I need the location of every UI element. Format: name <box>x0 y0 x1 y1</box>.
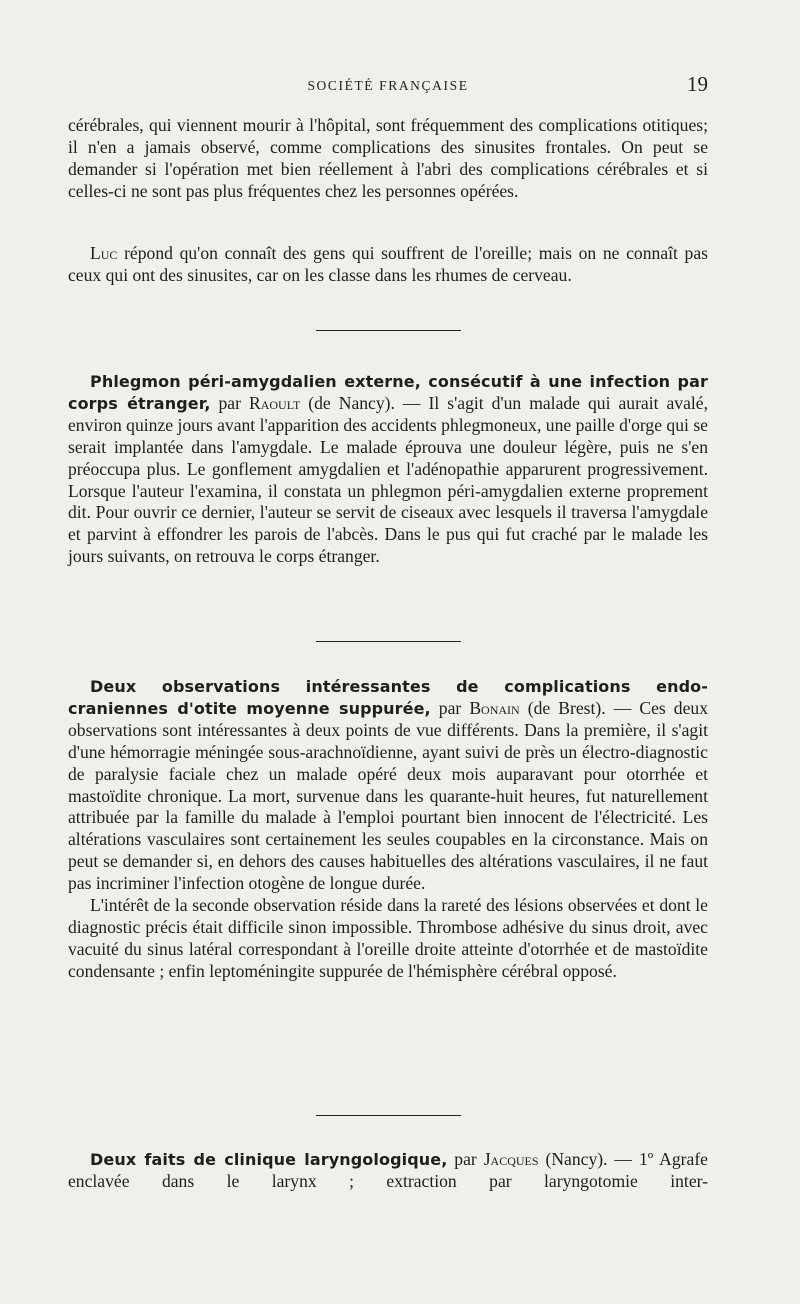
continuation-paragraph: cérébrales, qui viennent mourir à l'hôpital, sont fréquemment des complications otitiques; il n'en a jamais observé, comme complications des sinusites frontales. On peut se demander si l'opération met bien réellement à l'abri des complications cérébrales et si celles-ci ne sont pas plus fréquentes chez les personnes opérées. <box>68 115 708 201</box>
reply-text: répond qu'on connaît des gens qui souffrent de l'oreille; mais on ne connaît pas ceux qui ont des sinusites, car on les classe dans les rhumes de cerveau. <box>68 243 708 285</box>
article-title: Phlegmon péri-amygdalien externe, consécutif à une infection par corps étranger, <box>68 372 708 413</box>
article-text: Ces deux observations sont intéressantes à deux points de vue différents. Dans la première, il s'agit d'une hémorragie méningée sous-arachnoïdienne, ayant suivi de près un électro-diagnostic de paralysie faciale chez un malade opéré deux mois auparavant pour otorrhée et mastoïdite chronique. La mort, survenue dans les quarante-huit heures, fut naturellement attribuée par la famille du malade à l'emploi pourtant bien innocent de l'électricité. Les altérations vasculaires sont certainement les seules coupables en la circonstance. Mais on peut se demander si, en dehors des causes habituelles des altérations vasculaires, il ne faut pas incriminer l'infection otogène de longue durée. <box>68 697 708 894</box>
article-observations <box>68 676 708 983</box>
section-divider <box>316 1115 461 1116</box>
article-author: Raoult <box>248 392 301 413</box>
article-title: Deux observations intéressantes de complications endo-craniennes d'otite moyenne suppurée, <box>68 677 708 718</box>
reply-paragraph <box>68 243 708 287</box>
article-affiliation: (de Brest). — <box>519 697 640 718</box>
article-author: Jacques <box>483 1149 539 1169</box>
continuation-section <box>68 115 708 203</box>
article-laryngology <box>68 1149 708 1193</box>
article-paragraph <box>68 371 708 568</box>
article-author: Bonain <box>469 697 520 718</box>
article-paragraph <box>68 1149 708 1193</box>
article-by: par <box>447 1149 484 1169</box>
speaker-name: Luc <box>90 243 118 263</box>
article-title: Deux faits de clinique laryngologique, <box>90 1150 448 1169</box>
article-by: par <box>430 697 470 718</box>
article-affiliation: (de Nancy). — <box>300 392 429 413</box>
article-text: 1º Agrafe enclavée dans le larynx ; extraction par laryngotomie inter- <box>68 1149 708 1191</box>
article-paragraph-2: L'intérêt de la seconde observation réside dans la rareté des lésions observées et dont le diagnostic précis était difficile sinon impossible. Thrombose adhésive du sinus droit, avec vacuité du sinus latéral correspondant à l'oreille droite atteinte d'otorrhée et de mastoïdite condensante ; enfin leptoméningite suppurée de l'hémisphère cérébral opposé. <box>68 895 708 981</box>
page-number: 19 <box>687 72 708 96</box>
article-paragraph <box>68 676 708 895</box>
article-by: par <box>210 392 249 413</box>
running-header <box>68 72 708 102</box>
section-divider <box>316 330 461 331</box>
article-phlegmon <box>68 371 708 568</box>
section-divider <box>316 641 461 642</box>
reply-section <box>68 243 708 287</box>
running-title: SOCIÉTÉ FRANÇAISE <box>307 78 469 93</box>
article-affiliation: (Nancy). — <box>538 1149 639 1169</box>
article-text: Il s'agit d'un malade qui aurait avalé, environ quinze jours avant l'apparition des accidents phlegmoneux, une paille d'orge qui se serait implantée dans l'amygdale. Le malade éprouva une douleur légère, puis ne s'en préoccupa plus. Le gonflement amygdalien et l'adénopathie apparurent progressivement. Lorsque l'auteur l'examina, il constata un phlegmon péri-amygdalien externe proprement dit. Pour ouvrir ce dernier, l'auteur se servit de ciseaux avec lesquels il traversa l'amygdale et parvint à effondrer les parois de l'abcès. Dans le pus qui fut craché par le malade les jours suivants, on retrouva le corps étranger. <box>68 392 709 567</box>
